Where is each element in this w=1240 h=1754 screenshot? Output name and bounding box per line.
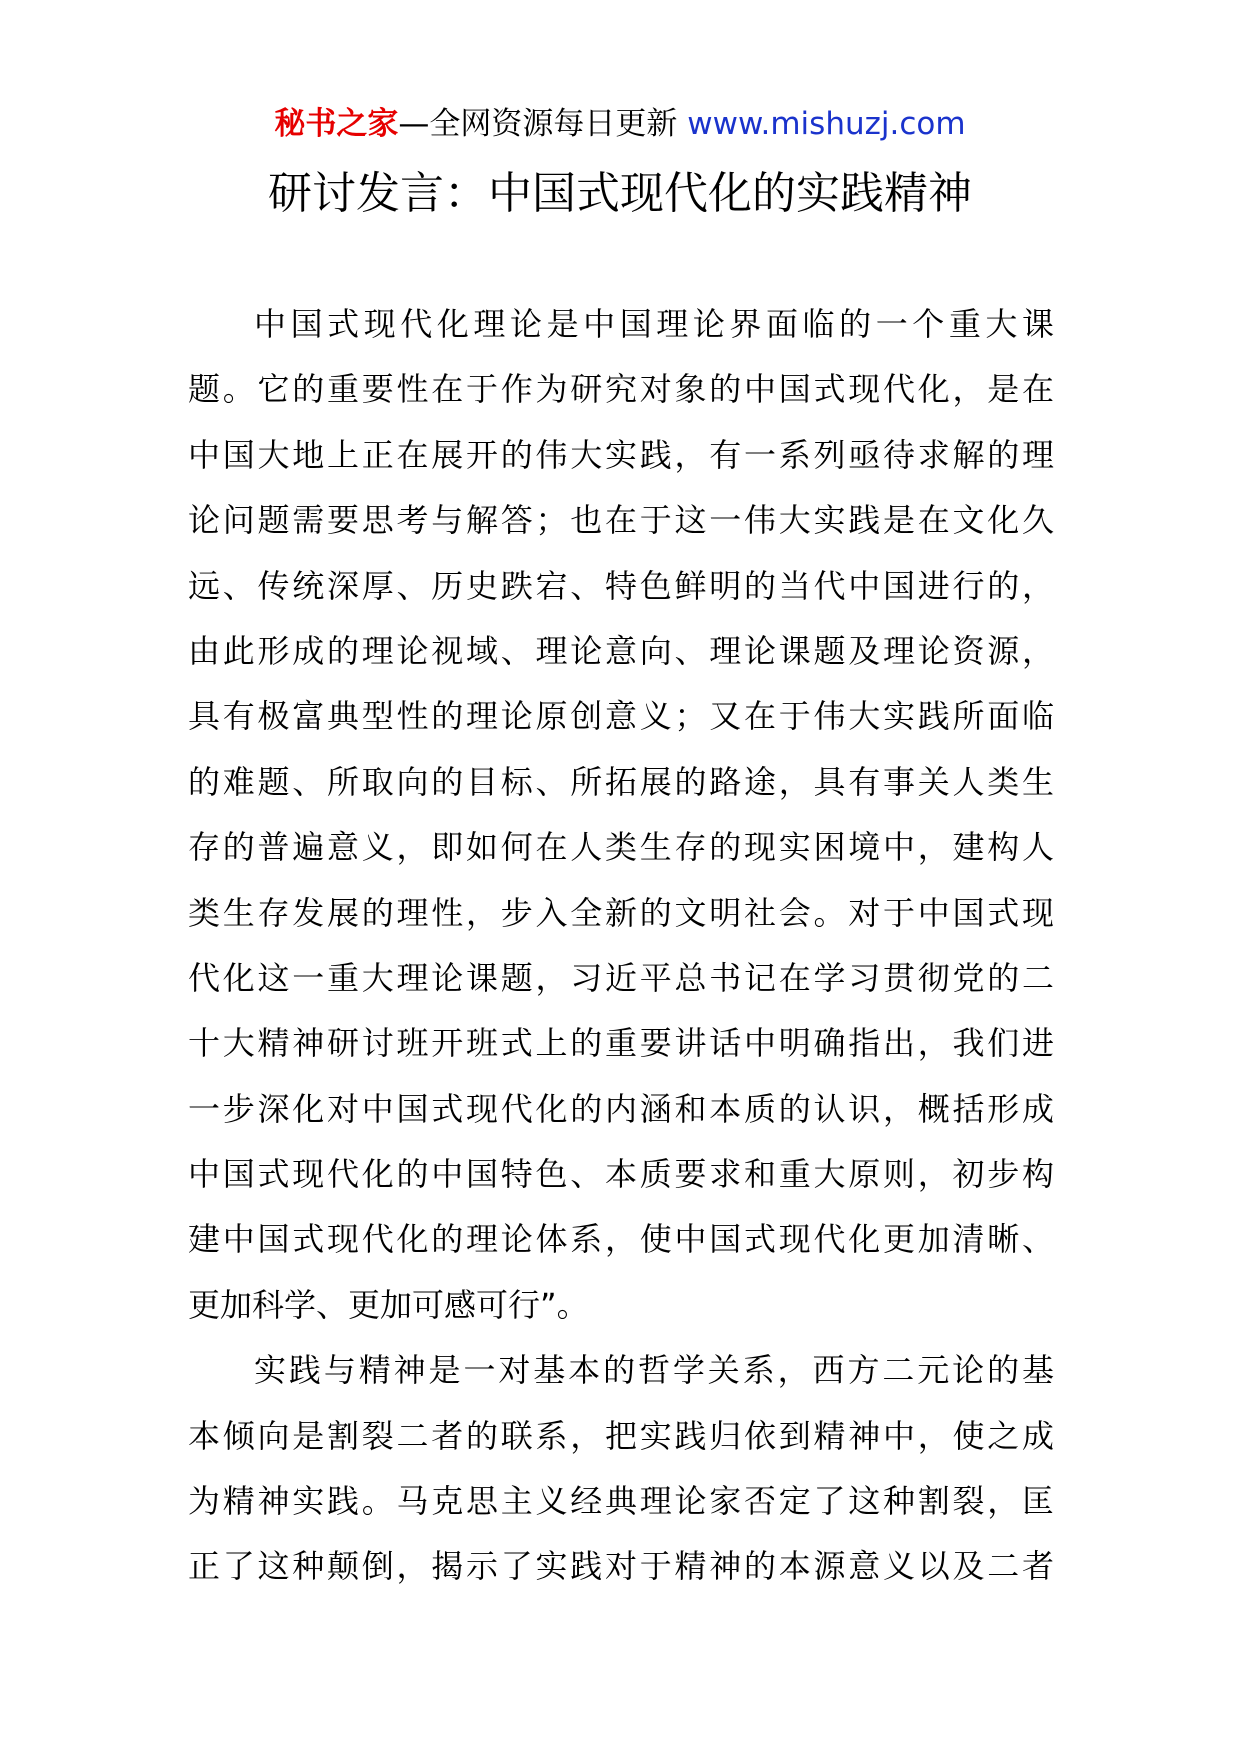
paragraph-line: 更加科学、更加可感可行”。 (188, 1285, 589, 1324)
paragraph-line: 由此形成的理论视域、理论意向、理论课题及理论资源， (188, 631, 1054, 670)
paragraph-line: 一步深化对中国式现代化的内涵和本质的认识，概括形成 (188, 1089, 1054, 1128)
paragraph-line: 正了这种颠倒，揭示了实践对于精神的本源意义以及二者 (188, 1547, 1054, 1586)
paragraph-line: 实践与精神是一对基本的哲学关系，西方二元论的基 (254, 1351, 1054, 1390)
paragraph-line: 本倾向是割裂二者的联系，把实践归依到精神中，使之成 (188, 1416, 1054, 1455)
paragraph-line: 论问题需要思考与解答；也在于这一伟大实践是在文化久 (188, 501, 1054, 540)
paragraph-line: 中国大地上正在展开的伟大实践，有一系列亟待求解的理 (188, 435, 1054, 474)
paragraph-line: 存的普遍意义，即如何在人类生存的现实困境中，建构人 (188, 828, 1054, 867)
document-body (188, 292, 1054, 1600)
site-tagline: —全网资源每日更新 (398, 106, 688, 142)
site-url-link[interactable]: www.mishuzj.com (687, 106, 966, 142)
paragraph-line: 中国式现代化的中国特色、本质要求和重大原则，初步构 (188, 1155, 1054, 1194)
paragraph-line: 代化这一重大理论课题，习近平总书记在学习贯彻党的二 (188, 958, 1054, 997)
paragraph-line: 类生存发展的理性，步入全新的文明社会。对于中国式现 (188, 893, 1054, 932)
site-header (0, 104, 1240, 144)
paragraph-line: 十大精神研讨班开班式上的重要讲话中明确指出，我们进 (188, 1024, 1054, 1063)
paragraph-line: 建中国式现代化的理论体系，使中国式现代化更加清晰、 (188, 1220, 1054, 1259)
paragraph-line: 题。它的重要性在于作为研究对象的中国式现代化，是在 (188, 370, 1054, 409)
paragraph-line: 具有极富典型性的理论原创意义；又在于伟大实践所面临 (188, 697, 1054, 736)
paragraph-line: 的难题、所取向的目标、所拓展的路途，具有事关人类生 (188, 762, 1054, 801)
document-title: 研讨发言：中国式现代化的实践精神 (268, 168, 972, 219)
paragraph-line: 远、传统深厚、历史跌宕、特色鲜明的当代中国进行的， (188, 566, 1054, 605)
paragraph-line: 中国式现代化理论是中国理论界面临的一个重大课 (254, 305, 1054, 343)
site-brand: 秘书之家 (274, 106, 399, 142)
paragraph-line: 为精神实践。马克思主义经典理论家否定了这种割裂，匡 (188, 1482, 1054, 1521)
